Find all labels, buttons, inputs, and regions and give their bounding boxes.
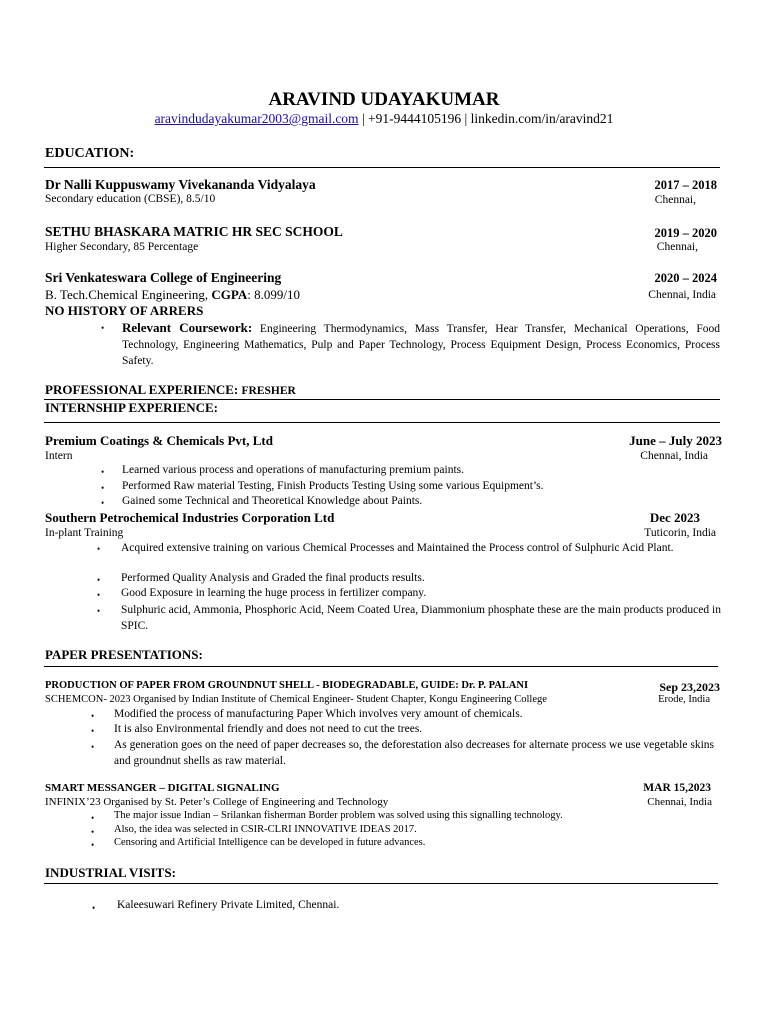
job-location: Tuticorin, India — [644, 527, 716, 539]
list-item: It is also Environmental friendly and does not need to cut the trees. — [114, 723, 423, 735]
papers-heading: PAPER PRESENTATIONS: — [45, 647, 203, 662]
email-link[interactable]: aravindudayakumar2003@gmail.com — [154, 111, 359, 126]
job-location: Chennai, India — [640, 450, 708, 462]
job-dates: June – July 2023 — [629, 433, 722, 448]
bullet-icon: • — [97, 590, 101, 600]
visits-heading: INDUSTRIAL VISITS: — [45, 865, 176, 880]
paper-title: SMART MESSANGER – DIGITAL SIGNALING — [45, 782, 280, 794]
school-detail: Higher Secondary, 85 Percentage — [45, 241, 199, 253]
bullet-icon: • — [97, 606, 101, 616]
paper-date: Sep 23,2023 — [659, 680, 720, 694]
bullet-icon: • — [91, 813, 95, 823]
list-item: Also, the idea was selected in CSIR-CLRI INNOVATIVE IDEAS 2017. — [114, 824, 417, 835]
list-item: Gained some Technical and Theoretical Knowledge about Paints. — [122, 495, 423, 507]
bullet-icon: • — [91, 827, 95, 837]
list-item: Performed Quality Analysis and Graded the final products results. — [121, 572, 425, 584]
school-detail: B. Tech.Chemical Engineering, CGPA: 8.099/10 — [45, 287, 300, 302]
bullet-icon: • — [91, 726, 95, 736]
contact-line — [0, 111, 768, 127]
list-item: As generation goes on the need of paper decreases so, the deforestation also decreases for alternate process we use vegetable skins and groundnut shells as raw material. — [114, 739, 714, 767]
company-name: Southern Petrochemical Industries Corporation Ltd — [45, 510, 335, 525]
education-heading: EDUCATION: — [45, 146, 135, 161]
list-item: Kaleesuwari Refinery Private Limited, Chennai. — [117, 899, 340, 911]
bullet-icon: • — [91, 711, 95, 721]
coursework: Relevant Coursework: Engineering Thermodynamics, Mass Transfer, Hear Transfer, Mechanical Operations, Food Technology, Engineering Mathematics, Pulp and Paper Technology, Process Equipment Design, Process Economics, Process Safety. — [122, 320, 720, 367]
experience-heading: PROFESSIONAL EXPERIENCE: FRESHER — [45, 382, 296, 397]
contact-details: | +91-9444105196 | linkedin.com/in/aravind21 — [358, 111, 614, 126]
list-item: Acquired extensive training on various Chemical Processes and Maintained the Process control of Sulphuric Acid Plant. — [121, 542, 674, 554]
divider — [44, 883, 718, 884]
list-item: Sulphuric acid, Ammonia, Phosphoric Acid, Neem Coated Urea, Diammonium phosphate these are the main products produced in SPIC. — [121, 604, 721, 632]
school-location: Chennai, India — [648, 289, 716, 301]
list-item: Censoring and Artificial Intelligence can be developed in future advances. — [114, 837, 426, 848]
bullet-icon: • — [101, 323, 105, 333]
list-item: Good Exposure in learning the huge process in fertilizer company. — [121, 587, 427, 599]
resume-name: ARAVIND UDAYAKUMAR — [268, 89, 500, 110]
bullet-icon: • — [101, 467, 105, 477]
list-item: Modified the process of manufacturing Paper Which involves very amount of chemicals. — [114, 708, 523, 720]
paper-event: INFINIX’23 Organised by St. Peter’s College of Engineering and Technology — [45, 796, 389, 808]
paper-location: Chennai, India — [647, 796, 712, 808]
school-years: 2019 – 2020 — [654, 226, 717, 240]
divider — [44, 422, 720, 423]
divider — [44, 167, 720, 168]
bullet-icon: • — [97, 575, 101, 585]
school-years: 2020 – 2024 — [654, 271, 717, 285]
paper-event: SCHEMCON- 2023 Organised by Indian Institute of Chemical Engineer- Student Chapter, Kongu Engineering College — [45, 694, 547, 705]
list-item: Learned various process and operations of manufacturing premium paints. — [122, 464, 465, 476]
bullet-icon: • — [97, 544, 101, 554]
school-name: Dr Nalli Kuppuswamy Vivekananda Vidyalaya — [45, 177, 316, 192]
arrears-note: NO HISTORY OF ARRERS — [45, 303, 204, 318]
company-name: Premium Coatings & Chemicals Pvt, Ltd — [45, 433, 273, 448]
list-item: Performed Raw material Testing, Finish Products Testing Using some various Equipment’s. — [122, 480, 544, 492]
school-name: Sri Venkateswara College of Engineering — [45, 270, 282, 285]
bullet-icon: • — [101, 498, 105, 508]
paper-date: MAR 15,2023 — [643, 782, 711, 794]
bullet-icon: • — [101, 483, 105, 493]
paper-location: Erode, India — [658, 694, 710, 705]
divider — [44, 666, 718, 667]
job-dates: Dec 2023 — [649, 510, 700, 525]
bullet-icon: • — [92, 903, 96, 913]
school-location: Chennai, — [656, 241, 698, 253]
bullet-icon: • — [91, 840, 95, 850]
bullet-icon: • — [91, 742, 95, 752]
school-years: 2017 – 2018 — [654, 178, 717, 192]
school-location: Chennai, — [654, 194, 696, 206]
paper-title: PRODUCTION OF PAPER FROM GROUNDNUT SHELL - BIODEGRADABLE, GUIDE: Dr. P. PALANI — [45, 680, 529, 691]
school-name: SETHU BHASKARA MATRIC HR SEC SCHOOL — [45, 224, 343, 239]
list-item: The major issue Indian – Srilankan fisherman Border problem was solved using this signalling technology. — [114, 810, 563, 821]
school-detail: Secondary education (CBSE), 8.5/10 — [45, 193, 216, 205]
internship-heading: INTERNSHIP EXPERIENCE: — [45, 400, 219, 415]
job-role: In-plant Training — [45, 527, 124, 539]
job-role: Intern — [45, 450, 73, 462]
